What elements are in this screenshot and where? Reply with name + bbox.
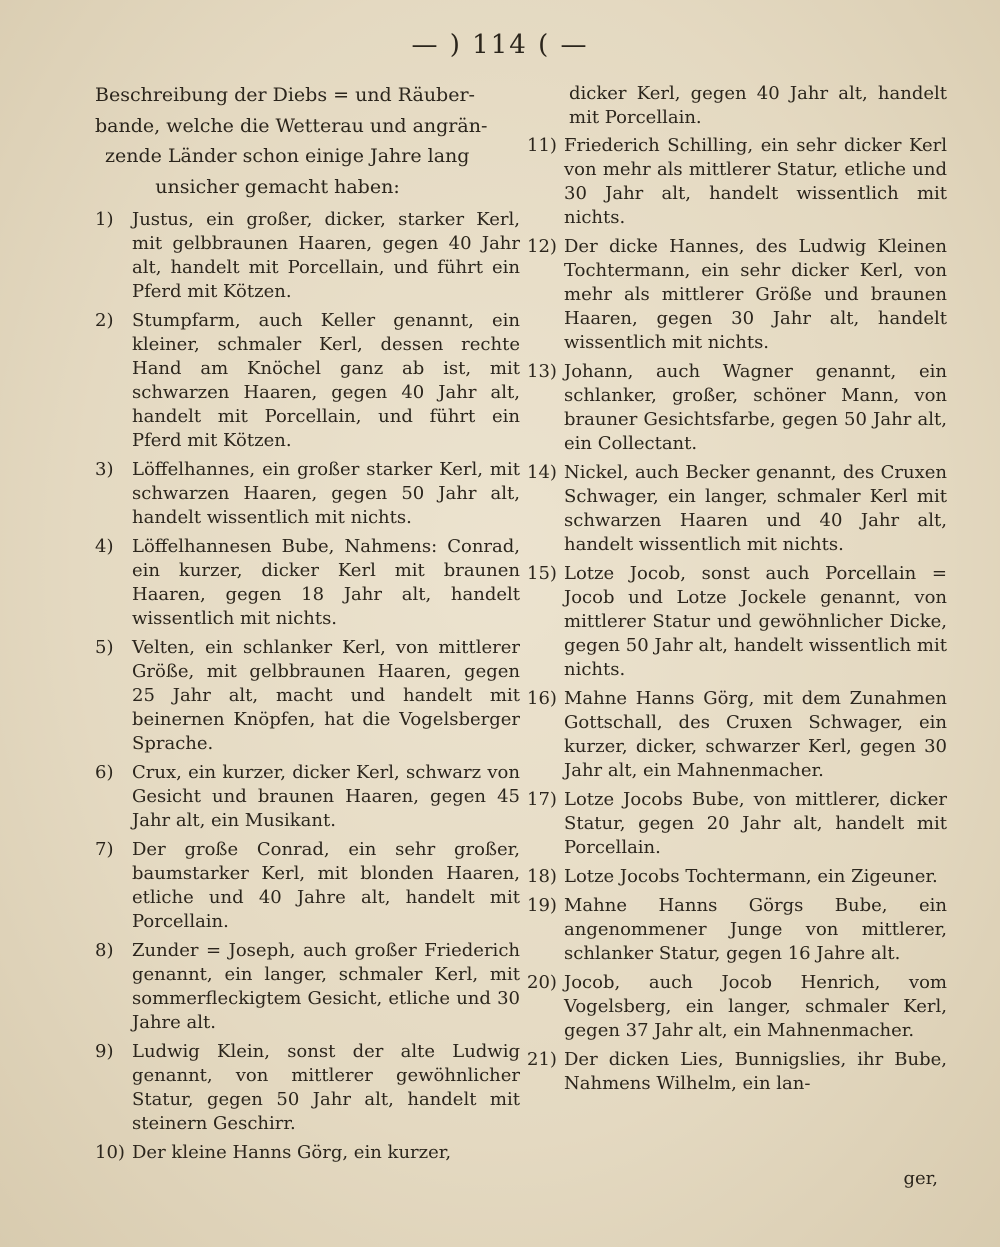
list-entry bbox=[95, 761, 520, 833]
entry-number: 12) bbox=[527, 236, 557, 257]
list-entry bbox=[95, 838, 520, 934]
list-entry bbox=[95, 458, 520, 530]
entry-number: 9) bbox=[95, 1041, 114, 1062]
entry-text: Der große Conrad, ein sehr großer, baumstarker Kerl, mit blonden Haaren, etliche und 40 Jahre alt, handelt mit Porcellain. bbox=[132, 839, 520, 932]
title-line: bande, welche die Wetterau und angrän- bbox=[95, 114, 488, 137]
list-entry bbox=[527, 865, 947, 889]
entry-text: Mahne Hanns Görgs Bube, ein angenommener Junge von mittlerer, schlanker Statur, gegen 16 Jahre alt. bbox=[564, 895, 947, 964]
entry-text: Der dicken Lies, Bunnigslies, ihr Bube, Nahmens Wilhelm, ein lan- bbox=[564, 1049, 947, 1094]
entry-number: 4) bbox=[95, 536, 114, 557]
entry-number: 19) bbox=[527, 895, 557, 916]
entry-text: Lotze Jocob, sonst auch Porcellain = Jocob und Lotze Jockele genannt, von mittlerer Statur und gewöhnlicher Dicke, gegen 50 Jahr alt, handelt wissentlich mit nichts. bbox=[564, 563, 947, 680]
entry-text: Velten, ein schlanker Kerl, von mittlerer Größe, mit gelbbraunen Haaren, gegen 25 Jahr alt, macht und handelt mit beinernen Knöpfen, hat die Vogelsberger Sprache. bbox=[132, 637, 520, 754]
list-entry bbox=[95, 1040, 520, 1136]
entry-number: 7) bbox=[95, 839, 114, 860]
catchword: ger, bbox=[903, 1168, 938, 1189]
entry-number: 16) bbox=[527, 688, 557, 709]
list-entry bbox=[527, 687, 947, 783]
entry-number: 1) bbox=[95, 209, 114, 230]
left-column bbox=[95, 80, 520, 1170]
list-entry bbox=[95, 309, 520, 453]
list-entry bbox=[95, 535, 520, 631]
entry-text: Zunder = Joseph, auch großer Friederich genannt, ein langer, schmaler Kerl, mit sommerfleckigtem Gesicht, etliche und 30 Jahre alt. bbox=[132, 940, 520, 1033]
entry-text: Der dicke Hannes, des Ludwig Kleinen Tochtermann, ein sehr dicker Kerl, von mehr als mittlerer Größe und braunen Haaren, gegen 30 Jahr alt, handelt wissentlich mit nichts. bbox=[564, 236, 947, 353]
entry-number: 10) bbox=[95, 1142, 125, 1163]
document-title bbox=[95, 80, 520, 202]
right-entry-list bbox=[527, 134, 947, 1096]
entry-text: Jocob, auch Jocob Henrich, vom Vogelsberg, ein langer, schmaler Kerl, gegen 37 Jahr alt, ein Mahnenmacher. bbox=[564, 972, 947, 1041]
entry-number: 8) bbox=[95, 940, 114, 961]
entry-text: Lotze Jocobs Bube, von mittlerer, dicker Statur, gegen 20 Jahr alt, handelt mit Porcellain. bbox=[564, 789, 947, 858]
entry-text: Mahne Hanns Görg, mit dem Zunahmen Gottschall, des Cruxen Schwager, ein kurzer, dicker, schwarzer Kerl, gegen 30 Jahr alt, ein Mahnenmacher. bbox=[564, 688, 947, 781]
entry-number: 5) bbox=[95, 637, 114, 658]
entry-number: 14) bbox=[527, 462, 557, 483]
list-entry bbox=[527, 562, 947, 682]
list-entry bbox=[527, 235, 947, 355]
entry-text: Der kleine Hanns Görg, ein kurzer, bbox=[132, 1142, 452, 1163]
title-line: unsicher gemacht haben: bbox=[155, 175, 400, 198]
list-entry bbox=[527, 134, 947, 230]
entry-number: 17) bbox=[527, 789, 557, 810]
list-entry bbox=[95, 1141, 520, 1165]
title-line: zende Länder schon einige Jahre lang bbox=[105, 145, 470, 167]
entry-number: 3) bbox=[95, 459, 114, 480]
entry-number: 20) bbox=[527, 972, 557, 993]
entry-number: 18) bbox=[527, 866, 557, 887]
list-entry bbox=[527, 360, 947, 456]
entry-text: Johann, auch Wagner genannt, ein schlanker, großer, schöner Mann, von brauner Gesichtsfarbe, gegen 50 Jahr alt, ein Collectant. bbox=[564, 361, 947, 454]
list-entry bbox=[95, 636, 520, 756]
entry-text: Stumpfarm, auch Keller genannt, ein kleiner, schmaler Kerl, dessen rechte Hand am Knöchel ganz ab ist, mit schwarzen Haaren, gegen 40 Jahr alt, handelt mit Porcellain, und führt ein Pferd mit Kötzen. bbox=[132, 310, 520, 451]
right-column bbox=[527, 82, 947, 1101]
entry-number: 11) bbox=[527, 135, 557, 156]
entry-number: 15) bbox=[527, 563, 557, 584]
left-entry-list bbox=[95, 208, 520, 1165]
list-entry bbox=[527, 894, 947, 966]
entry-number: 13) bbox=[527, 361, 557, 382]
page-number-header: — ) 114 ( — bbox=[411, 30, 589, 60]
list-entry bbox=[527, 971, 947, 1043]
entry-number: 6) bbox=[95, 762, 114, 783]
entry-text: Friederich Schilling, ein sehr dicker Kerl von mehr als mittlerer Statur, etliche und 30 Jahr alt, handelt wissentlich mit nichts. bbox=[564, 135, 947, 228]
entry-text: Nickel, auch Becker genannt, des Cruxen Schwager, ein langer, schmaler Kerl mit schwarzen Haaren und 40 Jahr alt, handelt wissentlich mit nichts. bbox=[564, 462, 947, 555]
entry-text: Lotze Jocobs Tochtermann, ein Zigeuner. bbox=[564, 866, 938, 887]
list-entry bbox=[95, 939, 520, 1035]
entry-number: 21) bbox=[527, 1049, 557, 1070]
entry-text: Löffelhannes, ein großer starker Kerl, mit schwarzen Haaren, gegen 50 Jahr alt, handelt wissentlich mit nichts. bbox=[132, 459, 520, 528]
entry-text: Ludwig Klein, sonst der alte Ludwig genannt, von mittlerer gewöhnlicher Statur, gegen 50 Jahr alt, handelt mit steinern Geschirr. bbox=[132, 1041, 520, 1134]
continued-text: dicker Kerl, gegen 40 Jahr alt, handelt mit Porcellain. bbox=[569, 83, 947, 128]
entry-text: Justus, ein großer, dicker, starker Kerl, mit gelbbraunen Haaren, gegen 40 Jahr alt, handelt mit Porcellain, und führt ein Pferd mit Kötzen. bbox=[132, 209, 520, 302]
title-line: Beschreibung der Diebs = und Räuber- bbox=[95, 84, 475, 106]
list-entry bbox=[95, 208, 520, 304]
list-entry bbox=[527, 461, 947, 557]
entry-text: Crux, ein kurzer, dicker Kerl, schwarz von Gesicht und braunen Haaren, gegen 45 Jahr alt, ein Musikant. bbox=[132, 762, 520, 831]
entry-text: Löffelhannesen Bube, Nahmens: Conrad, ein kurzer, dicker Kerl mit braunen Haaren, gegen 18 Jahr alt, handelt wissentlich mit nichts. bbox=[132, 536, 520, 629]
entry-number: 2) bbox=[95, 310, 114, 331]
list-entry bbox=[527, 788, 947, 860]
list-entry bbox=[527, 1048, 947, 1096]
